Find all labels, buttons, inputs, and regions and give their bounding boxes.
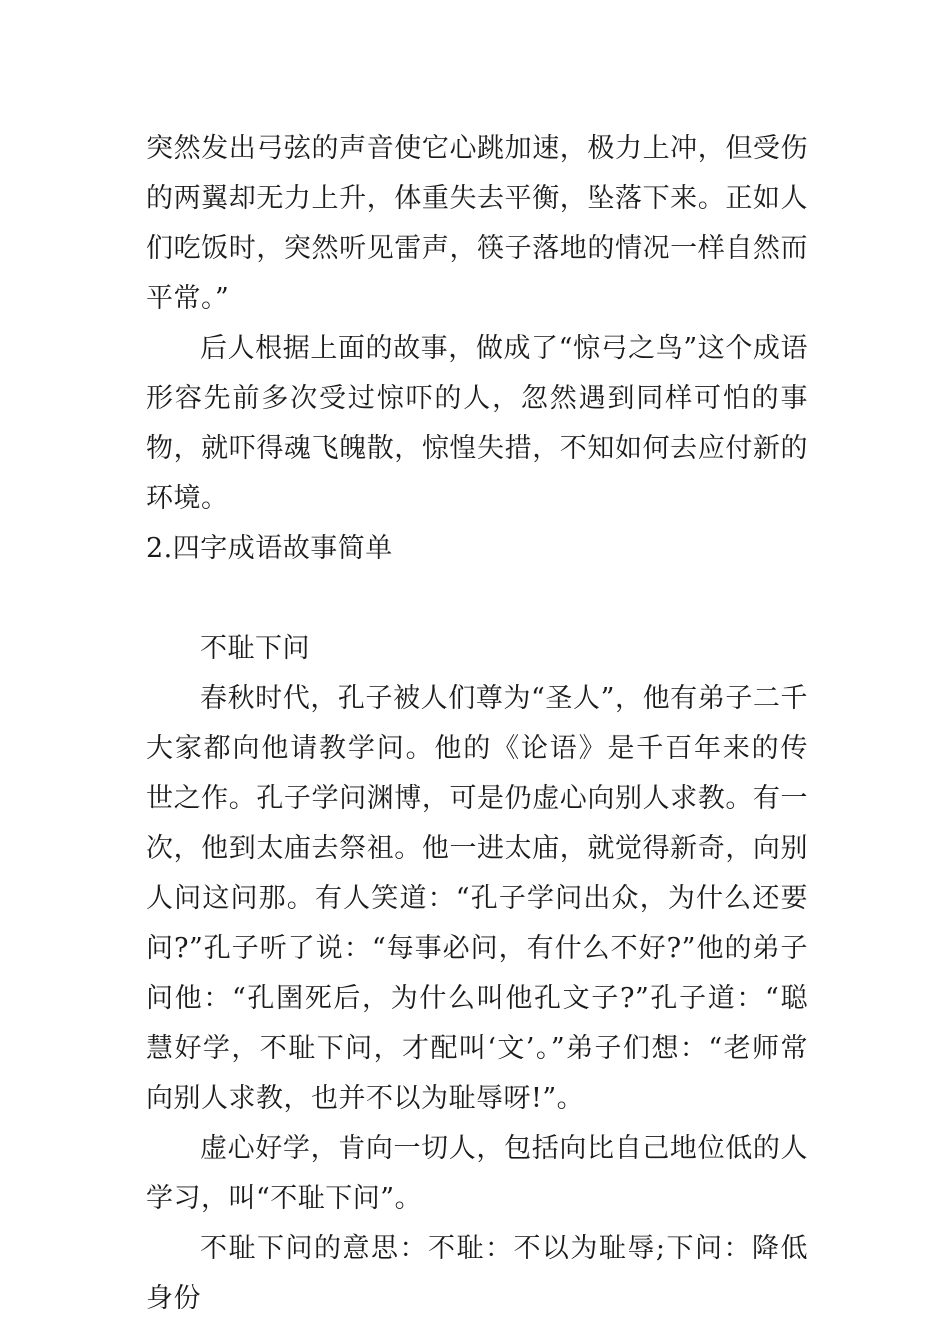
paragraph-continued: 突然发出弓弦的声音使它心跳加速，极力上冲，但受伤的两翼却无力上升，体重失去平衡，坠落下来。正如人们吃饭时，突然听见雷声，筷子落地的情况一样自然而平常。”: [146, 133, 808, 314]
section-heading: 2.四字成语故事简单: [146, 533, 393, 564]
paragraph-meaning: 不耻下问的意思：不耻：不以为耻辱;下问：降低身份: [146, 1233, 808, 1314]
paragraph-story: 春秋时代，孔子被人们尊为“圣人”，他有弟子二千大家都向他请教学问。他的《论语》是千百年来的传 世之作。孔子学问渊博，可是仍虚心向别人求教。有一次，他到太庙去祭祖。他一进太庙，就觉得新奇，向别人问这问那。有人笑道：“孔子学问出众，为什么还要问?”孔子听了说：“每事必问，有什么不好?”他的弟子问他：“孔圉死后，为什么叫他孔文子?”孔子道：“聪慧好学，不耻下问，才配叫‘文’。”弟子们想：“老师常向别人求教，也并不以为耻辱呀!”。: [146, 683, 808, 1114]
blank-line: [146, 574, 808, 624]
paragraph-story-summary: 虚心好学，肯向一切人，包括向比自己地位低的人学习，叫“不耻下问”。: [146, 1133, 808, 1214]
paragraph-idiom-explanation: 后人根据上面的故事，做成了“惊弓之鸟”这个成语形容先前多次受过惊吓的人，忽然遇到同样可怕的事物，就吓得魂飞魄散，惊惶失措，不知如何去应付新的环境。: [146, 333, 808, 514]
document-body: [146, 124, 808, 1324]
story-title: 不耻下问: [200, 633, 310, 664]
